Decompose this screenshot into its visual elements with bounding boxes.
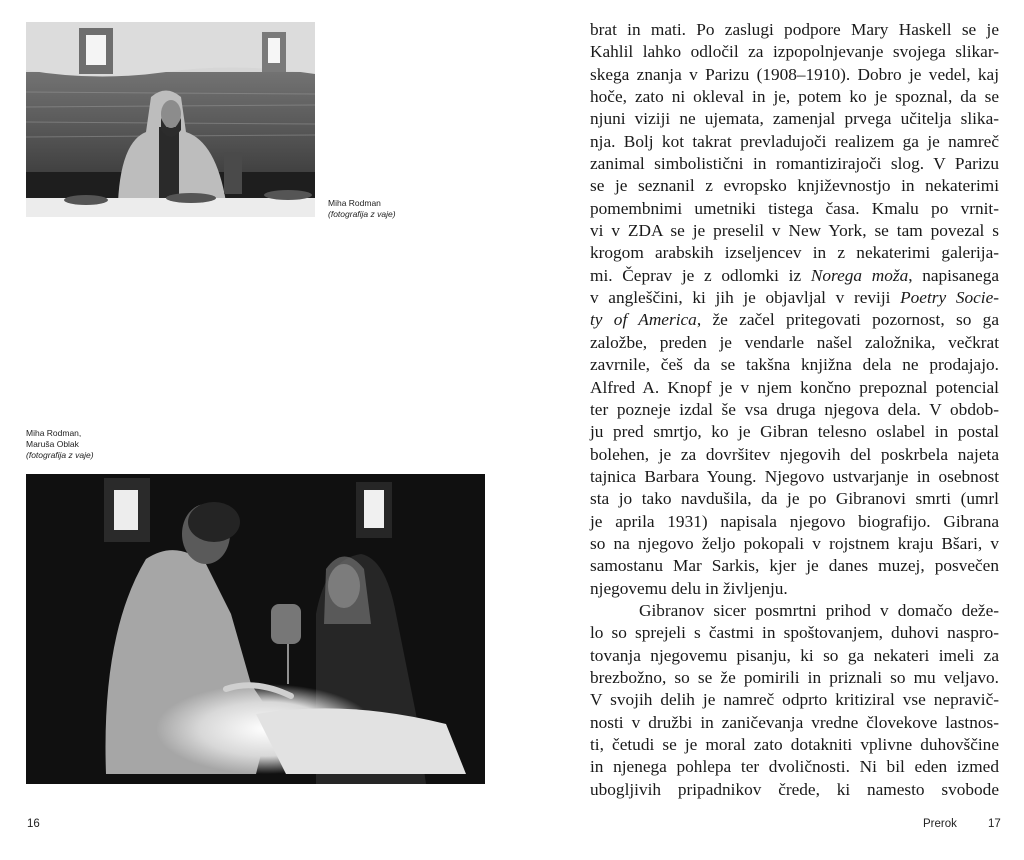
italic-title: Poetry Socie- [900,288,1000,308]
photo-2-credit-1: Miha Rodman, [26,428,82,438]
text-segment: v angleščini, ki jih je objavljal v reviji [590,288,901,308]
text-line: je aprila 1931) napisala njegovo biografijo. Gibrana [590,511,999,531]
rehearsal-photo-1 [26,22,315,217]
text-line: Kahlil lahko odločil za izpopolnjevanje svojega slikar- [590,42,999,62]
text-line: samostanu Mar Sarkis, kjer je danes muzej, posvečen [590,556,999,576]
text-line: so na njegovo željo pokopali v rojstnem kraju Bšari, v [590,533,999,553]
text-segment: , napisanega [908,265,999,285]
text-line: ti, četudi se je moral zato dotakniti vplivne duhovščine [590,735,999,754]
photo-1-credit: Miha Rodman [328,198,381,208]
text-line: njuni viziji ne ujemata, zamenjal prvega učitelja slika- [590,109,999,129]
text-line: Alfred A. Knopf je v njem končno prepoznal potencial [590,377,999,397]
text-line [590,265,999,287]
text-line: zanimal simbolistični in romantizirajoči slog. V Parizu [590,154,999,174]
text-line: pomembnimi umetniki tistega časa. Kmalu po vrnit- [590,198,999,218]
text-line [590,309,999,331]
text-line: hoče, zato ni okleval in je, potem ko je spoznal, da se [590,87,999,107]
text-line: Gibranov sicer posmrtni prihod v domačo deže- [639,600,999,620]
running-head: Prerok [923,818,957,830]
rehearsal-photo-1-image [26,22,315,217]
italic-title: Norega moža [810,265,909,285]
text-line: nosti v družbi in zaničevanja vredne človekove lastnos- [590,712,999,732]
text-line: in njenega pohlepa ter dvoličnosti. Ni bil eden izmed [590,757,999,777]
photo-1-note: (fotografija z vaje) [328,209,396,219]
rehearsal-photo-2 [26,474,485,784]
text-line: ju pred smrtjo, ko je Gibran telesno oslabel in postal [590,422,999,442]
text-line: sta jo tako navdušila, da je po Gibranovi smrti (umrl [590,489,999,509]
text-line: ubogljivih pripadnikov črede, ki namesto svobode [590,779,999,799]
body-text [590,19,999,801]
text-line: lo so sprejeli s častmi in spoštovanjem, duhovi naspro- [590,623,999,643]
text-line: ter pozneje izdal še vsa druga njegova dela. V obdob- [590,399,999,419]
text-line: tajnica Barbara Young. Njegovo ustvarjanje in osebnost [590,466,999,486]
photo-2-note: (fotografija z vaje) [26,450,94,460]
text-line: njegovemu delu in življenju. [590,578,788,598]
text-line: brezbožno, so se že pomirili in priznali so mu veljavo. [590,667,999,687]
text-line [590,287,999,309]
text-line: zavrnile, češ da se takšna knjižna dela ne prodajajo. [590,355,999,375]
text-line: krogom arabskih izseljencev in z nekaterimi galerija- [590,243,999,263]
text-segment: mi. Čeprav je z odlomki iz [590,265,811,285]
text-line: V svojih delih je namreč odprto kritiziral vse nepravič- [590,690,999,710]
text-segment: , že začel pritegovati pozornost, so ga [696,310,999,330]
photo-2-caption [26,428,94,461]
page-number-right: 17 [988,818,1001,830]
italic-title: ty of America [590,310,697,330]
page-number-left: 16 [27,818,40,830]
photo-1-caption [328,198,396,220]
text-line: brat in mati. Po zaslugi podpore Mary Haskell se je [590,20,999,39]
text-line: založbe, preden je vendarle našel založnika, večkrat [590,332,999,352]
photo-2-credit-2: Maruša Oblak [26,439,79,449]
text-line: tovanja njegovemu pisanju, ki so ga nekateri imeli za [590,645,999,665]
text-line: se je seznanil z evropsko književnostjo in nekaterimi [590,176,999,196]
text-line: nja. Bolj kot takrat prevladujoči realizem ga je namreč [590,131,999,151]
text-line: vi v ZDA se je preselil v New York, se tam povezal s [590,221,999,241]
text-line: skega znanja v Parizu (1908–1910). Dobro je vedel, kaj [590,64,999,84]
text-line: bolehen, je za dovršitev njegovih del poskrbela najeta [590,444,999,464]
rehearsal-photo-2-image [26,474,485,784]
